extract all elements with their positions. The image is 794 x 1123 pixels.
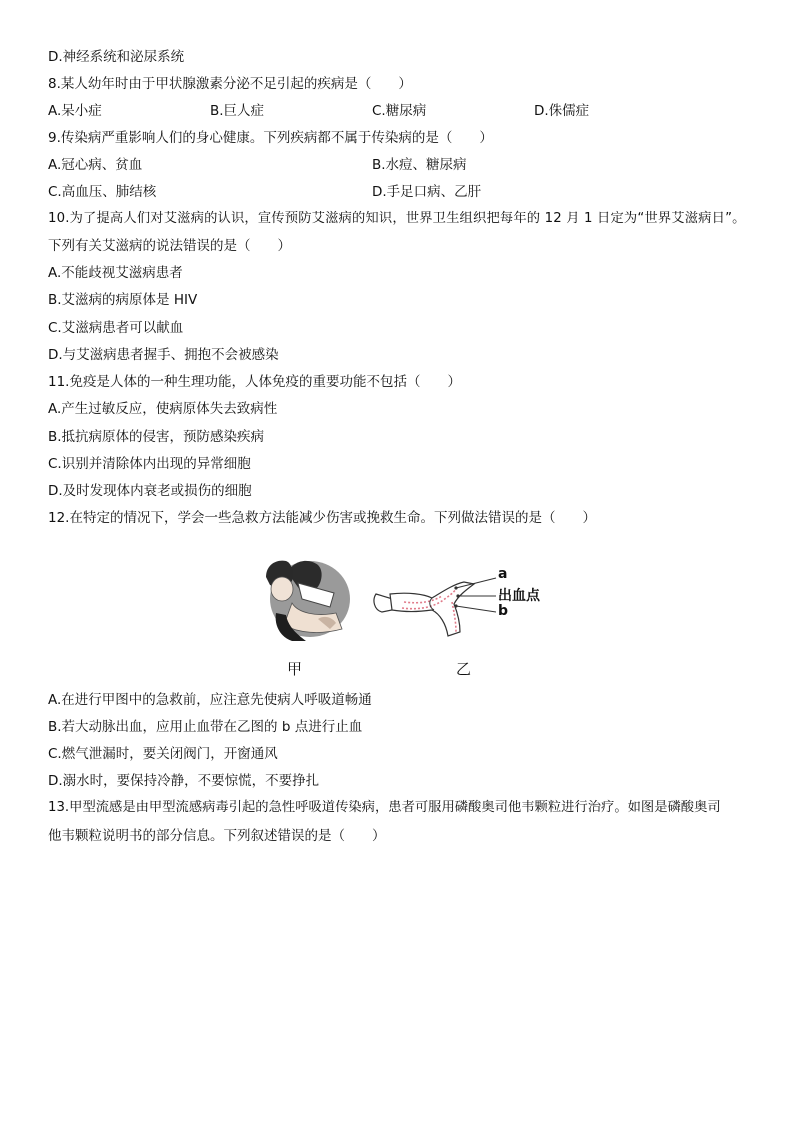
figure-label-yi: 乙	[456, 660, 472, 678]
q9-option-d: D.手足口病、乙肝	[372, 184, 482, 200]
q11-option-b: B.抵抗病原体的侵害，预防感染疾病	[48, 429, 265, 445]
q8-option-d: D.侏儒症	[534, 103, 590, 119]
q8-option-b: B.巨人症	[210, 103, 265, 119]
q9-stem: 9.传染病严重影响人们的身心健康。下列疾病都不属于传染病的是（ ）	[48, 130, 493, 146]
q10-option-a: A.不能歧视艾滋病患者	[48, 265, 183, 281]
q12-option-d: D.溺水时，要保持冷静，不要惊慌，不要挣扎	[48, 773, 320, 789]
figure-label-jia: 甲	[287, 660, 303, 678]
q12-option-b: B.若大动脉出血，应用止血带在乙图的 b 点进行止血	[48, 719, 363, 735]
q8-option-a: A.呆小症	[48, 103, 102, 119]
q13-stem-line1: 13.甲型流感是由甲型流感病毒引起的急性呼吸道传染病，患者可服用磷酸奥司他韦颗粒进行治疗。如图是磷酸奥司	[48, 800, 721, 815]
q12-option-a: A.在进行甲图中的急救前，应注意先使病人呼吸道畅通	[48, 692, 372, 708]
q10-stem-line1: 10.为了提高人们对艾滋病的认识，宣传预防艾滋病的知识，世界卫生组织把每年的 12 月 1 日定为“世界艾滋病日”。	[48, 211, 746, 226]
q13-stem-line2: 他韦颗粒说明书的部分信息。下列叙述错误的是（ ）	[48, 828, 386, 844]
q10-option-b: B.艾滋病的病原体是 HIV	[48, 292, 198, 308]
q9-option-a: A.冠心病、贫血	[48, 157, 143, 173]
q9-option-b: B.水痘、糖尿病	[372, 157, 467, 173]
q10-option-c: C.艾滋病患者可以献血	[48, 320, 184, 336]
label-b: b	[498, 603, 509, 619]
q11-stem: 11.免疫是人体的一种生理功能，人体免疫的重要功能不包括（ ）	[48, 374, 461, 390]
q11-option-a: A.产生过敏反应，使病原体失去致病性	[48, 401, 278, 417]
label-bleeding-point: 出血点	[498, 588, 540, 604]
q9-option-c: C.高血压、肺结核	[48, 184, 157, 200]
q8-stem: 8.某人幼年时由于甲状腺激素分泌不足引起的疾病是（ ）	[48, 76, 412, 92]
q11-option-c: C.识别并清除体内出现的异常细胞	[48, 456, 251, 472]
label-a: a	[498, 566, 508, 582]
q8-option-c: C.糖尿病	[372, 103, 427, 119]
q10-stem-line2: 下列有关艾滋病的说法错误的是（ ）	[48, 238, 291, 254]
q12-stem: 12.在特定的情况下，学会一些急救方法能减少伤害或挽救生命。下列做法错误的是（ ）	[48, 510, 596, 526]
q10-option-d: D.与艾滋病患者握手、拥抱不会被感染	[48, 347, 279, 363]
cpr-illustration	[258, 543, 354, 643]
q11-option-d: D.及时发现体内衰老或损伤的细胞	[48, 483, 252, 499]
q7-option-d: D.神经系统和泌尿系统	[48, 49, 185, 65]
q12-option-c: C.燃气泄漏时，要关闭阀门，开窗通风	[48, 746, 278, 762]
